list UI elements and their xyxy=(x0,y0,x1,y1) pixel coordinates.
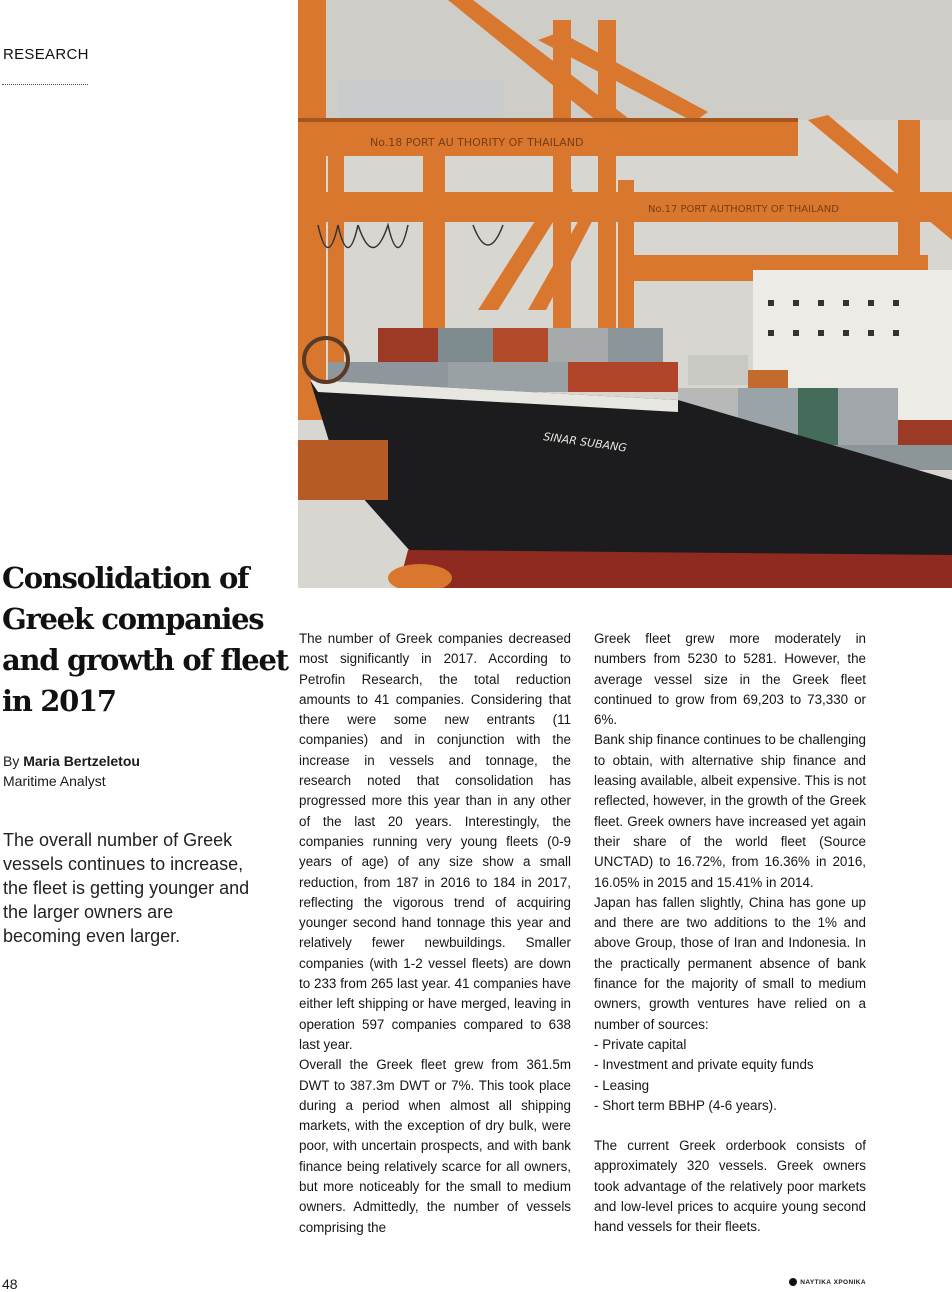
list-item: - Investment and private equity funds xyxy=(594,1055,866,1075)
hull-waterline xyxy=(398,550,952,588)
section-divider xyxy=(2,84,88,85)
crane-sign-1: No.18 PORT AU THORITY OF THAILAND xyxy=(370,136,584,149)
author-name: Maria Bertzeletou xyxy=(23,753,140,769)
body-paragraph: Japan has fallen slightly, China has gone up and there are two additions to the 1% and above Group, those of Iran and Indonesia. In the practically permanent absence of bank finance for the majority of small to medium owners, growth ventures have relied on a number of sources: xyxy=(594,894,866,1032)
crane-sign-2: No.17 PORT AUTHORITY OF THAILAND xyxy=(648,204,839,215)
article-lede: The overall number of Greek vessels continues to increase, the fleet is getting younger and the larger owners are becoming even larger. xyxy=(3,830,250,946)
byline-prefix: By xyxy=(3,753,20,769)
body-paragraph: The current Greek orderbook consists of approximately 320 vessels. Greek owners took advantage of the relatively poor markets and low-level prices to acquire young second hand vessels for their fleets. xyxy=(594,1138,866,1235)
list-item: - Short term BBHP (4-6 years). xyxy=(594,1096,866,1116)
section-label: RESEARCH xyxy=(3,46,89,63)
byline xyxy=(3,751,140,772)
page-number: 48 xyxy=(2,1276,18,1292)
crane-girder-2 xyxy=(318,192,952,222)
brand-name: ΝΑΥΤΙΚΑ ΧΡΟΝΙΚΑ xyxy=(800,1278,866,1286)
footer-brand xyxy=(789,1278,866,1286)
body-column-1 xyxy=(299,629,571,1238)
body-paragraph: Bank ship finance continues to be challenging to obtain, with alternative ship finance and leasing available, albeit expensive. This is not reflected, however, in the growth of the Greek fleet. Greek owners have increased yet again their share of the world fleet (Source UNCTAD) to 16.72%, from 16.36% in 2016, 16.05% in 2015 and 15.41% in 2014. xyxy=(594,732,866,890)
paragraph-gap xyxy=(594,1116,866,1136)
body-column-2 xyxy=(594,629,866,1238)
body-paragraph: Overall the Greek fleet grew from 361.5m DWT to 387.3m DWT or 7%. This took place during a period when almost all shipping markets, with the exception of dry bulk, were poor, with uncertain prospects, and with bank finance being relatively scarce for all owners, but more noticeably for the small to medium owners. Admittedly, the number of vessels comprising the xyxy=(299,1057,571,1235)
brand-logo-icon xyxy=(789,1278,797,1286)
list-item: - Leasing xyxy=(594,1076,866,1096)
article-photo xyxy=(298,0,952,588)
sources-list xyxy=(594,1035,866,1116)
body-paragraph: The number of Greek companies decreased most significantly in 2017. According to Petrofin Research, the total reduction amounts to 41 companies. Considering that there were some new entrants (11 companies) and in conjunction with the increase in vessels and tonnage, the research noted that consolidation has progressed more this year than in any other of the last 20 years. Interestingly, the companies running very young fleets (0-9 years of age) of any size show a small reduction, from 187 in 2016 to 184 in 2017, reflecting the vigorous trend of acquiring younger second hand tonnage this year and relatively fewer newbuildings. Smaller companies (with 1-2 vessel fleets) are down to 233 from 265 last year. 41 companies have either left shipping or have merged, leaving in operation 597 companies compared to 638 last year. xyxy=(299,631,571,1052)
ship-name: SINAR SUBANG xyxy=(542,430,628,455)
article-headline: Consolidation of Greek companies and growth of fleet in 2017 xyxy=(2,561,288,718)
body-paragraph: Greek fleet grew more moderately in numbers from 5230 to 5281. However, the average vessel size in the Greek fleet continued to grow from 69,203 to 73,330 or 6%. xyxy=(594,631,866,728)
author-role: Maritime Analyst xyxy=(3,773,106,789)
list-item: - Private capital xyxy=(594,1035,866,1055)
